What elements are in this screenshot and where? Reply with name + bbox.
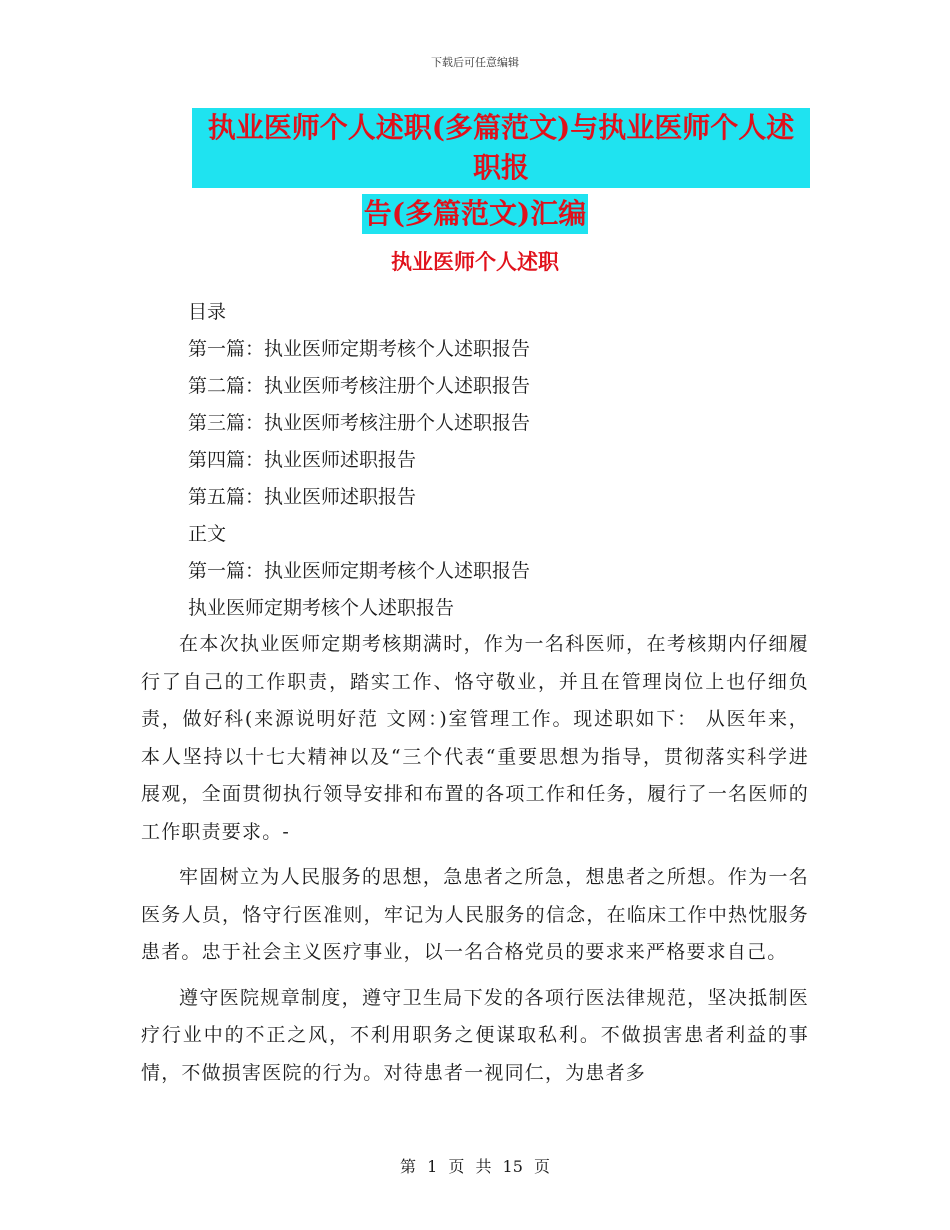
body-heading: 正文 xyxy=(188,523,227,545)
body-text xyxy=(141,626,809,1100)
toc-item: 第三篇：执业医师考核注册个人述职报告 xyxy=(188,412,531,434)
toc-item: 第二篇：执业医师考核注册个人述职报告 xyxy=(188,375,531,397)
toc-heading: 目录 xyxy=(188,301,227,323)
table-of-contents xyxy=(188,294,530,627)
toc-item: 第一篇：执业医师定期考核个人述职报告 xyxy=(188,338,531,360)
title-line-1: 执业医师个人述职(多篇范文)与执业医师个人述职报 xyxy=(192,108,810,188)
page-footer: 第 1 页 共 15 页 xyxy=(400,1157,550,1176)
toc-item: 第五篇：执业医师述职报告 xyxy=(188,486,417,508)
document-title xyxy=(140,108,810,234)
toc-item: 第四篇：执业医师述职报告 xyxy=(188,449,417,471)
paragraph: 在本次执业医师定期考核期满时，作为一名科医师，在考核期内仔细履行了自己的工作职责，踏实工作、恪守敬业，并且在管理岗位上也仔细负责，做好科(来源说明好范 文网：)室管理工作。现述职如下： 从医年来，本人坚持以十七大精神以及“三个代表“重要思想为指导，贯彻落实科学进展观，全面贯彻执行领导安排和布置的各项工作和任务，履行了一名医师的工作职责要求。- xyxy=(141,633,809,843)
header-note: 下载后可任意编辑 xyxy=(431,56,519,69)
section-subtitle: 执业医师个人述职 xyxy=(391,249,559,274)
paragraph: 遵守医院规章制度，遵守卫生局下发的各项行医法律规范，坚决抵制医疗行业中的不正之风，不利用职务之便谋取私利。不做损害患者利益的事情，不做损害医院的行为。对待患者一视同仁，为患者多 xyxy=(141,986,809,1084)
section-heading: 第一篇：执业医师定期考核个人述职报告 xyxy=(188,560,531,582)
paragraph: 牢固树立为人民服务的思想，急患者之所急，想患者之所想。作为一名医务人员，恪守行医准则，牢记为人民服务的信念，在临床工作中热忱服务患者。忠于社会主义医疗事业，以一名合格党员的要求来严格要求自己。 xyxy=(141,866,809,963)
section-title: 执业医师定期考核个人述职报告 xyxy=(188,597,455,619)
title-line-2: 告(多篇范文)汇编 xyxy=(362,194,589,234)
